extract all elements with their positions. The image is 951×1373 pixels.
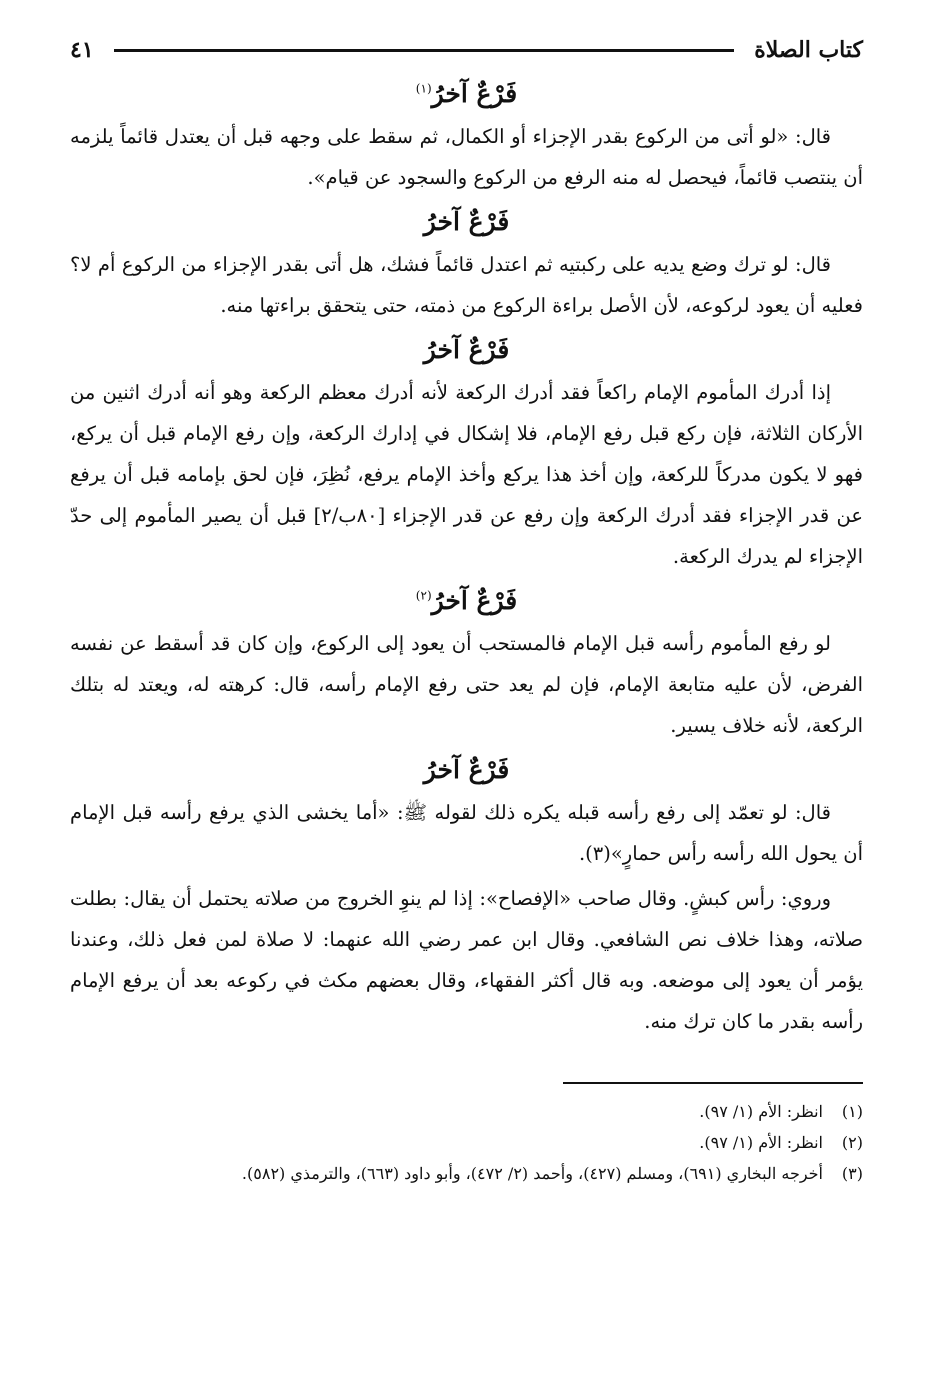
footnote-text: انظر: الأم (١/ ٩٧). bbox=[699, 1133, 823, 1152]
footnote-text: أخرجه البخاري (٦٩١)، ومسلم (٤٢٧)، وأحمد (٢/ ٤٧٢)، وأبو داود (٦٦٣)، والترمذي (٥٨٢). bbox=[241, 1164, 823, 1183]
header-rule bbox=[114, 49, 735, 52]
footnote bbox=[70, 1127, 863, 1158]
footnote-text: انظر: الأم (١/ ٩٧). bbox=[699, 1102, 823, 1121]
footnote-number: (٣) bbox=[841, 1164, 863, 1183]
footnote-ref: (٢) bbox=[415, 588, 432, 603]
section-heading: فَرْعٌ آخرُ bbox=[423, 755, 510, 784]
footnote-ref: (١) bbox=[415, 81, 432, 96]
paragraph: قال: لو ترك وضع يديه على ركبتيه ثم اعتدل قائماً فشك، هل أتى بقدر الإجزاء من الركوع أم لا؟ فعليه أن يعود لركوعه، لأن الأصل براءة الركوع من ذمته، حتى يتحقق براءتها منه. bbox=[70, 253, 863, 317]
section-heading: فَرْعٌ آخرُ bbox=[423, 335, 510, 364]
paragraph: إذا أدرك المأموم الإمام راكعاً فقد أدرك الركعة لأنه أدرك معظم الركعة وهو أنه أدرك اثنين من الأركان الثلاثة، فإن ركع قبل رفع الإمام، فلا إشكال في إدارك الركعة، وإن رفع الإمام قبل أن يركع، فهو لا يكون مدركاً للركعة، وإن أخذ هذا يركع وأخذ الإمام يرفع، نُظِرَ، فإن لحق بإمامه قبل أن يرفع عن قدر الإجزاء فقد أدرك الركعة وإن رفع عن قدر الإجزاء [٨٠ب/٢] قبل أن يصير المأموم إلى حدّ الإجزاء لم يدرك الركعة. bbox=[70, 381, 864, 568]
footnote-separator bbox=[563, 1082, 863, 1084]
paragraph: لو رفع المأموم رأسه قبل الإمام فالمستحب أن يعود إلى الركوع، وإن كان قد أسقط عن نفسه الفرض، لأن عليه متابعة الإمام، فإن لم يعد حتى رفع الإمام رأسه، قال: كرهته له، ويعتد له بتلك الركعة، لأنه خلاف يسير. bbox=[70, 632, 863, 737]
book-page bbox=[70, 30, 863, 1353]
footnote bbox=[70, 1096, 863, 1127]
paragraph: قال: «لو أتى من الركوع بقدر الإجزاء أو الكمال، ثم سقط على وجهه قبل أن يعتدل قائماً يلزمه أن ينتصب قائماً، فيحصل له منه الرفع من الركوع والسجود عن قيام». bbox=[70, 125, 863, 189]
paragraph: قال: لو تعمّد إلى رفع رأسه قبله يكره ذلك لقوله ﷺ: «أما يخشى الذي يرفع رأسه قبل الإمام أن يحول الله رأسه رأس حمارٍ»(٣). bbox=[70, 801, 863, 865]
section-heading: فَرْعٌ آخرُ$^{(٢)}$ bbox=[415, 586, 518, 615]
footnote bbox=[70, 1158, 863, 1189]
book-title: كتاب الصلاة bbox=[754, 37, 863, 63]
section-heading: فَرْعٌ آخرُ bbox=[423, 207, 510, 236]
main-text bbox=[70, 74, 863, 1042]
paragraph: وروي: رأس كبشٍ. وقال صاحب «الإفصاح»: إذا لم ينوِ الخروج من صلاته يحتمل أن يقال: بطلت صلاته، وهذا خلاف نص الشافعي. وقال ابن عمر رضي الله عنهما: لا صلاة لمن فعل ذلك، وعندنا يؤمر أن يعود إلى موضعه. وبه قال أكثر الفقهاء، وقال بعضهم مكث في ركوعه بعد أن يرفع الإمام رأسه بقدر ما كان ترك منه. bbox=[70, 887, 863, 1033]
footnote-number: (٢) bbox=[841, 1133, 863, 1152]
section-heading: فَرْعٌ آخرُ$^{(١)}$ bbox=[415, 79, 518, 108]
page-number: ٤١ bbox=[70, 37, 94, 63]
footnotes bbox=[70, 1096, 863, 1189]
footnote-number: (١) bbox=[841, 1102, 863, 1121]
running-header bbox=[70, 30, 863, 70]
